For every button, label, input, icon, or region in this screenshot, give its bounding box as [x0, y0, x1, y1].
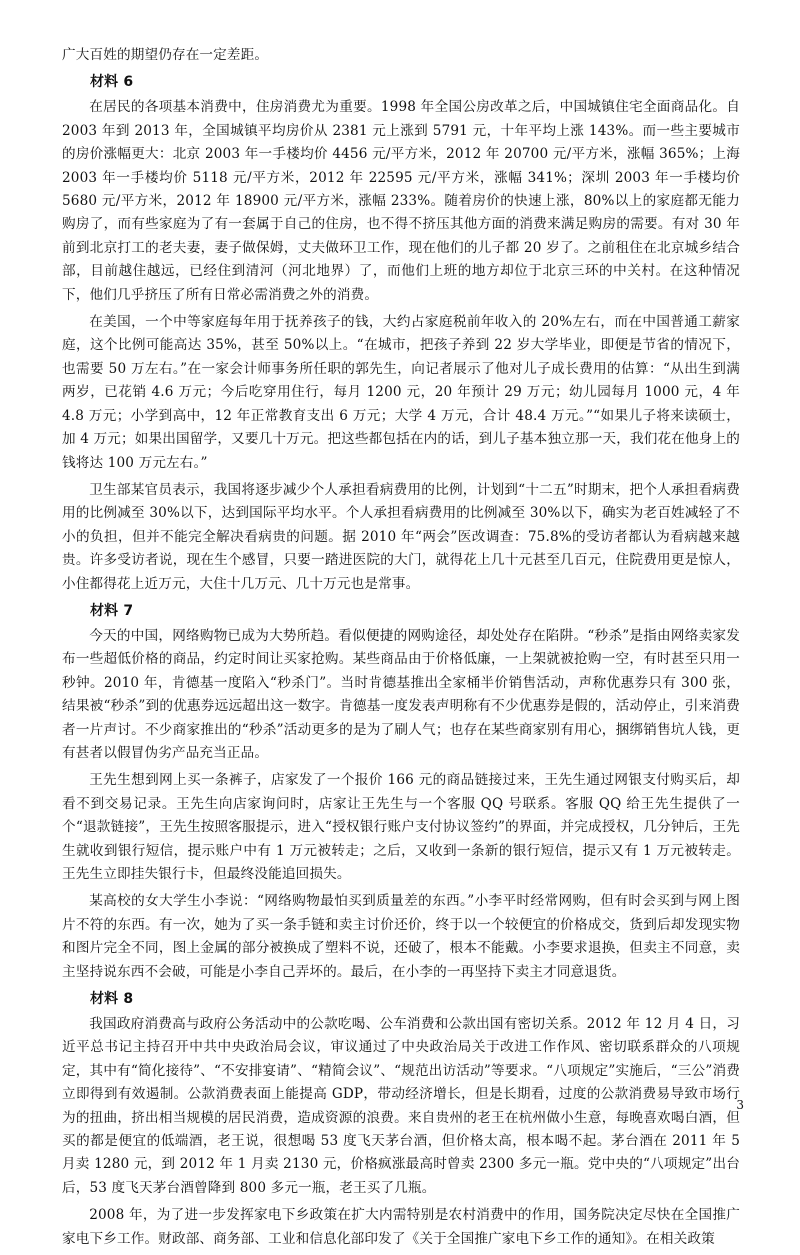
document-body: [62, 44, 740, 1255]
paragraph: 今天的中国，网络购物已成为大势所趋。看似便捷的网购途径，却处处存在陷阱。“秒杀”是指由网络卖家发布一些超低价格的商品，约定时间让买家抢购。某些商品由于价格低廉，一上架就被抢购一空，有时甚至只用一秒钟。2010 年，肯德基一度陷入“秒杀门”。当时肯德基推出全家桶半价销售活动，声称优惠券只有 300 张，结果被“秒杀”到的优惠券远远超出这一数字。肯德基一度发表声明称有不少优惠券是假的，活动停止，引来消费者一片声讨。不少商家推出的“秒杀”活动更多的是为了刷人气；也存在某些商家别有用心，捆绑销售坑人钱，更有甚者以假冒伪劣产品充当正品。: [62, 627, 740, 761]
paragraph: 在美国，一个中等家庭每年用于抚养孩子的钱，大约占家庭税前年收入的 20%左右，而在中国普通工薪家庭，这个比例可能高达 35%，甚至 50%以上。“在城市，把孩子养到 22 岁大学毕业，即便是节省的情况下，也需要 50 万左右。”在一家会计师事务所任职的郭先生，向记者展示了他对儿子成长费用的估算：“从出生到满两岁，已花销 4.6 万元；今后吃穿用住行，每月 1200 元，20 年预计 29 万元；幼儿园每月 1000 元，4 年 4.8 万元；小学到高中，12 年正常教育支出 6 万元；大学 4 万元，合计 48.4 万元。”“如果儿子将来读硕士，加 4 万元；如果出国留学，又要几十万元。把这些都包括在内的话，到儿子基本独立那一天，我们花在他身上的钱将达 100 万元左右。”: [62, 314, 740, 471]
paragraph: 卫生部某官员表示，我国将逐步减少个人承担看病费用的比例，计划到“十二五”时期末，把个人承担看病费用的比例减至 30%以下，达到国际平均水平。个人承担看病费用的比例减至 30%以下，确实为老百姓减轻了不小的负担，但并不能完全解决看病贵的问题。据 2010 年“两会”医改调查：75.8%的受访者都认为看病越来越贵。许多受访者说，现在生个感冒，只要一踏进医院的大门，就得花上几十元甚至几百元，住院费用更是惊人，小住都得花上近万元，大住十几万元、几十万元也是常事。: [62, 481, 740, 592]
section-heading-6: 材料 6: [90, 74, 134, 91]
paragraph: 我国政府消费高与政府公务活动中的公款吃喝、公车消费和公款出国有密切关系。2012 年 12 月 4 日，习近平总书记主持召开中共中央政治局会议，审议通过了中央政治局关于改进工作作风、密切联系群众的八项规定，其中有“简化接待”、“不安排宴请”、“精简会议”、“规范出访活动”等要求。“八项规定”实施后，“三公”消费立即得到有效遏制。公款消费表面上能提高 GDP，带动经济增长，但是长期看，过度的公款消费易导致市场行为的扭曲，挤出相当规模的居民消费，造成资源的浪费。来自贵州的老王在杭州做小生意，每晚喜欢喝白酒，但买的都是便宜的低端酒，老王说，很想喝 53 度飞天茅台酒，但价格太高，根本喝不起。茅台酒在 2011 年 5 月卖 1280 元，到 2012 年 1 月卖 2130 元，价格疯涨最高时曾卖 2300 多元一瓶。党中央的“八项规定”出台后，53 度飞天茅台酒曾降到 800 多元一瓶，老王买了几瓶。: [62, 1016, 740, 1196]
paragraph: 王先生想到网上买一条裤子，店家发了一个报价 166 元的商品链接过来，王先生通过网银支付购买后，却看不到交易记录。王先生向店家询问时，店家让王先生与一个客服 QQ 号联系。客服 QQ 给王先生提供了一个“退款链接”，王先生按照客服提示，进入“授权银行账户支付协议签约”的界面，并完成授权，几分钟后，王先生就收到银行短信，提示账户中有 1 万元被转走；之后，又收到一条新的银行短信，提示又有 1 万元被转走。王先生立即挂失银行卡，但最终没能追回损失。: [62, 772, 740, 882]
paragraph: 某高校的女大学生小李说：“网络购物最怕买到质量差的东西。”小李平时经常网购，但有时会买到与网上图片不符的东西。有一次，她为了买一条手链和卖主讨价还价，终于以一个较便宜的价格成交，货到后却发现实物和图片完全不同，图上金属的部分被换成了塑料不说，还破了，根本不能戴。小李要求退换，但卖主不同意，卖主坚持说东西不会破，可能是小李自己弄坏的。最后，在小李的一再坚持下卖主才同意退货。: [62, 893, 740, 980]
section-heading-8: 材料 8: [90, 991, 134, 1008]
paragraph: 在居民的各项基本消费中，住房消费尤为重要。1998 年全国公房改革之后，中国城镇住宅全面商品化。自 2003 年到 2013 年，全国城镇平均房价从 2381 元上涨到 5791 元，十年平均上涨 143%。而一些主要城市的房价涨幅更大：北京 2003 年一手楼均价 4456 元/平方米，2012 年 20700 元/平方米，涨幅 365%；上海 2003 年一手楼均价 5118 元/平方米，2012 年 22595 元/平方米，涨幅 341%；深圳 2003 年一手楼均价 5680 元/平方米，2012 年 18900 元/平方米，涨幅 233%。随着房价的快速上涨，80%以上的家庭都无能力购房了，而有些家庭为了有一套属于自己的住房，也不得不挤压其他方面的消费来满足购房的需要。有对 30 年前到北京打工的老夫妻，妻子做保姆，丈夫做环卫工作，现在他们的儿子都 20 岁了。之前租住在北京城乡结合部，目前越住越远，已经住到清河（河北地界）了，而他们上班的地方却位于北京三环的中关村。在这种情况下，他们几乎挤压了所有日常必需消费之外的消费。: [62, 99, 740, 303]
page-number: 3: [736, 1098, 744, 1112]
section-heading-7: 材料 7: [90, 602, 134, 619]
paragraph: 2008 年，为了进一步发挥家电下乡政策在扩大内需特别是农村消费中的作用，国务院决定尽快在全国推广家电下乡工作。财政部、商务部、工业和信息化部印发了《关于全国推广家电下乡工作的通知》。在相关政策: [62, 1207, 740, 1247]
intro-line: 广大百姓的期望仍存在一定差距。: [62, 47, 269, 63]
